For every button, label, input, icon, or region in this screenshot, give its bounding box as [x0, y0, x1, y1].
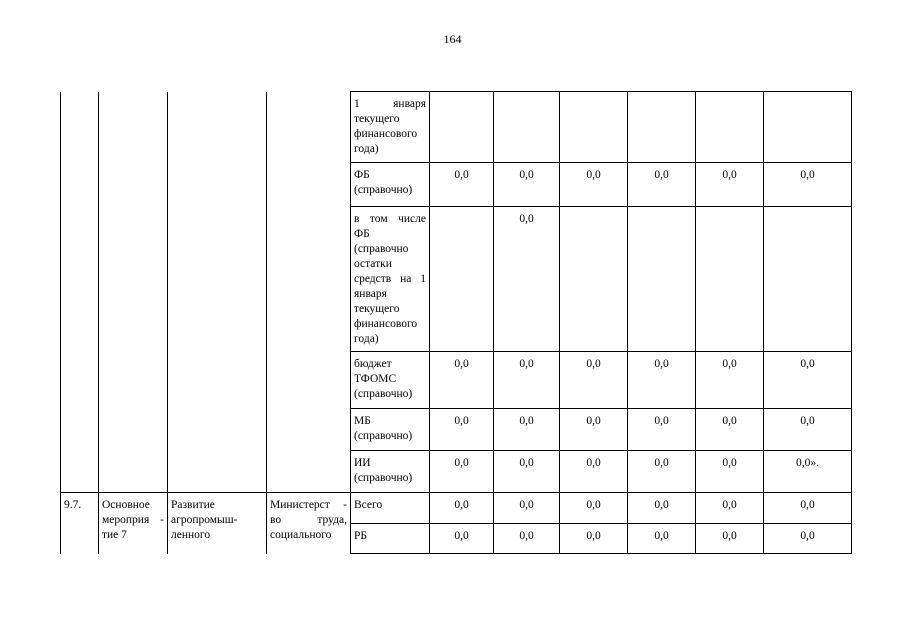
type-cell-continued	[99, 92, 168, 493]
value-cell: 0,0	[764, 493, 852, 524]
value-cell: 0,0	[494, 409, 560, 451]
value-cell: 0,0	[764, 352, 852, 409]
value-cell	[696, 207, 764, 352]
table-row	[61, 493, 852, 524]
value-cell: 0,0	[628, 409, 696, 451]
value-cell: 0,0	[430, 451, 494, 493]
number-cell-continued	[61, 92, 99, 493]
value-cell	[560, 207, 628, 352]
value-cell: 0,0	[494, 451, 560, 493]
value-cell: 0,0	[628, 451, 696, 493]
value-cell: 0,0	[628, 493, 696, 524]
value-cell: 0,0	[430, 493, 494, 524]
value-cell: 0,0	[560, 409, 628, 451]
value-cell: 0,0	[764, 409, 852, 451]
value-cell: 0,0	[628, 524, 696, 554]
section-number: 9.7.	[61, 493, 99, 554]
funding-table	[60, 91, 852, 554]
value-cell: 0,0	[494, 163, 560, 207]
value-cell: 0,0	[696, 451, 764, 493]
value-cell: 0,0	[696, 493, 764, 524]
source-cell: бюджет ТФОМС (справочно)	[351, 352, 430, 409]
value-cell: 0,0	[696, 524, 764, 554]
value-cell: 0,0	[430, 524, 494, 554]
value-cell: 0,0	[696, 163, 764, 207]
value-cell	[494, 92, 560, 163]
section-executor: Министерст - во труда, социального	[267, 493, 351, 554]
value-cell: 0,0	[696, 352, 764, 409]
value-cell	[764, 92, 852, 163]
value-cell: 0,0	[696, 409, 764, 451]
value-cell: 0,0	[764, 524, 852, 554]
value-cell: 0,0	[494, 207, 560, 352]
table-row	[61, 92, 852, 163]
value-cell: 0,0	[628, 352, 696, 409]
value-cell	[560, 92, 628, 163]
value-cell	[696, 92, 764, 163]
value-cell	[628, 92, 696, 163]
value-cell: 0,0	[430, 352, 494, 409]
page-number: 164	[443, 32, 462, 46]
value-cell: 0,0	[628, 163, 696, 207]
source-cell: в том числе ФБ (справочно остатки средств на 1 января текущего финансового года)	[351, 207, 430, 352]
value-cell	[430, 92, 494, 163]
name-cell-continued	[168, 92, 267, 493]
source-cell: ФБ (справочно)	[351, 163, 430, 207]
value-cell: 0,0	[560, 524, 628, 554]
value-cell	[764, 207, 852, 352]
value-cell: 0,0	[764, 163, 852, 207]
value-cell: 0,0	[430, 409, 494, 451]
section-name: Развитие агропромыш- ленного	[168, 493, 267, 554]
value-cell: 0,0	[494, 524, 560, 554]
value-cell: 0,0	[560, 163, 628, 207]
source-cell: Всего	[351, 493, 430, 524]
source-cell: 1 января текущего финансового года)	[351, 92, 430, 163]
source-cell: РБ	[351, 524, 430, 554]
value-cell	[628, 207, 696, 352]
value-cell: 0,0	[560, 352, 628, 409]
source-cell: МБ (справочно)	[351, 409, 430, 451]
value-cell: 0,0».	[764, 451, 852, 493]
value-cell: 0,0	[430, 163, 494, 207]
value-cell: 0,0	[560, 451, 628, 493]
value-cell	[430, 207, 494, 352]
value-cell: 0,0	[494, 493, 560, 524]
section-type: Основное мероприя - тие 7	[99, 493, 168, 554]
value-cell: 0,0	[560, 493, 628, 524]
value-cell: 0,0	[494, 352, 560, 409]
source-cell: ИИ (справочно)	[351, 451, 430, 493]
executor-cell-continued	[267, 92, 351, 493]
